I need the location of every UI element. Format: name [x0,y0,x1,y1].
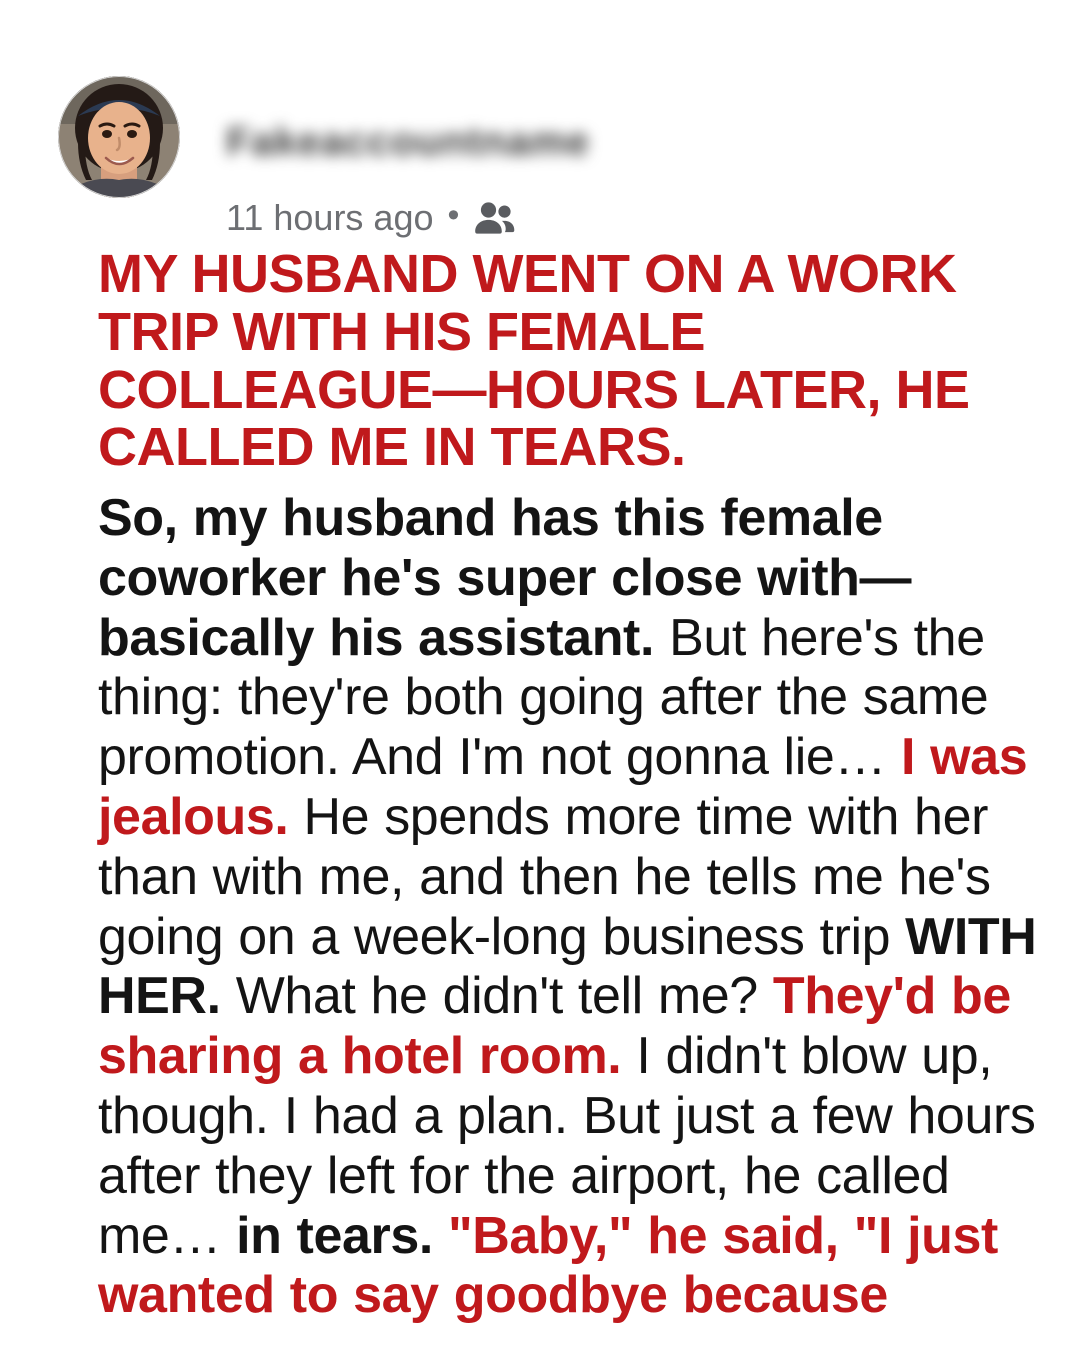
story-segment-plain-2: He spends more time with her than with me, and then he tells me he's going on a week-long business trip [98,788,991,966]
story-segment-red-quote: "Baby," he said, "I just wanted to say goodbye because [98,1206,998,1325]
story-segment-bold-intro: So, my husband has this female coworker he's super close with—basically his assistant. [98,489,912,667]
user-avatar-photo [58,76,180,198]
meta-separator: • [447,196,460,234]
story-segment-red-jealous: I was jealous. [98,728,1028,847]
avatar[interactable] [58,76,180,198]
post-timestamp[interactable]: 11 hours ago [226,197,434,238]
post-story [98,489,1042,1326]
story-segment-plain-4: I didn't blow up, though. I had a plan. But just a few hours after they left for the airport, he called me… [98,1027,1036,1265]
story-segment-plain-3: What he didn't tell me? [220,967,773,1026]
post-header [58,76,1038,246]
author-name[interactable]: Fakeaccountname [226,120,591,164]
post-body [98,246,1042,1326]
post-headline: MY HUSBAND WENT ON A WORK TRIP WITH HIS FEMALE COLLEAGUE—HOURS LATER, HE CALLED ME IN TEARS. [98,244,970,478]
post-meta [226,196,515,238]
story-segment-bold-in-tears: in tears. [236,1206,433,1265]
friends-icon[interactable] [473,200,515,236]
story-segment-plain-1: But here's the thing: they're both going after the same promotion. And I'm not gonna lie… [98,608,989,787]
story-segment-bold-with-her: WITH HER. [98,907,1037,1026]
story-segment-red-hotel-room: They'd be sharing a hotel room. [98,967,1011,1086]
